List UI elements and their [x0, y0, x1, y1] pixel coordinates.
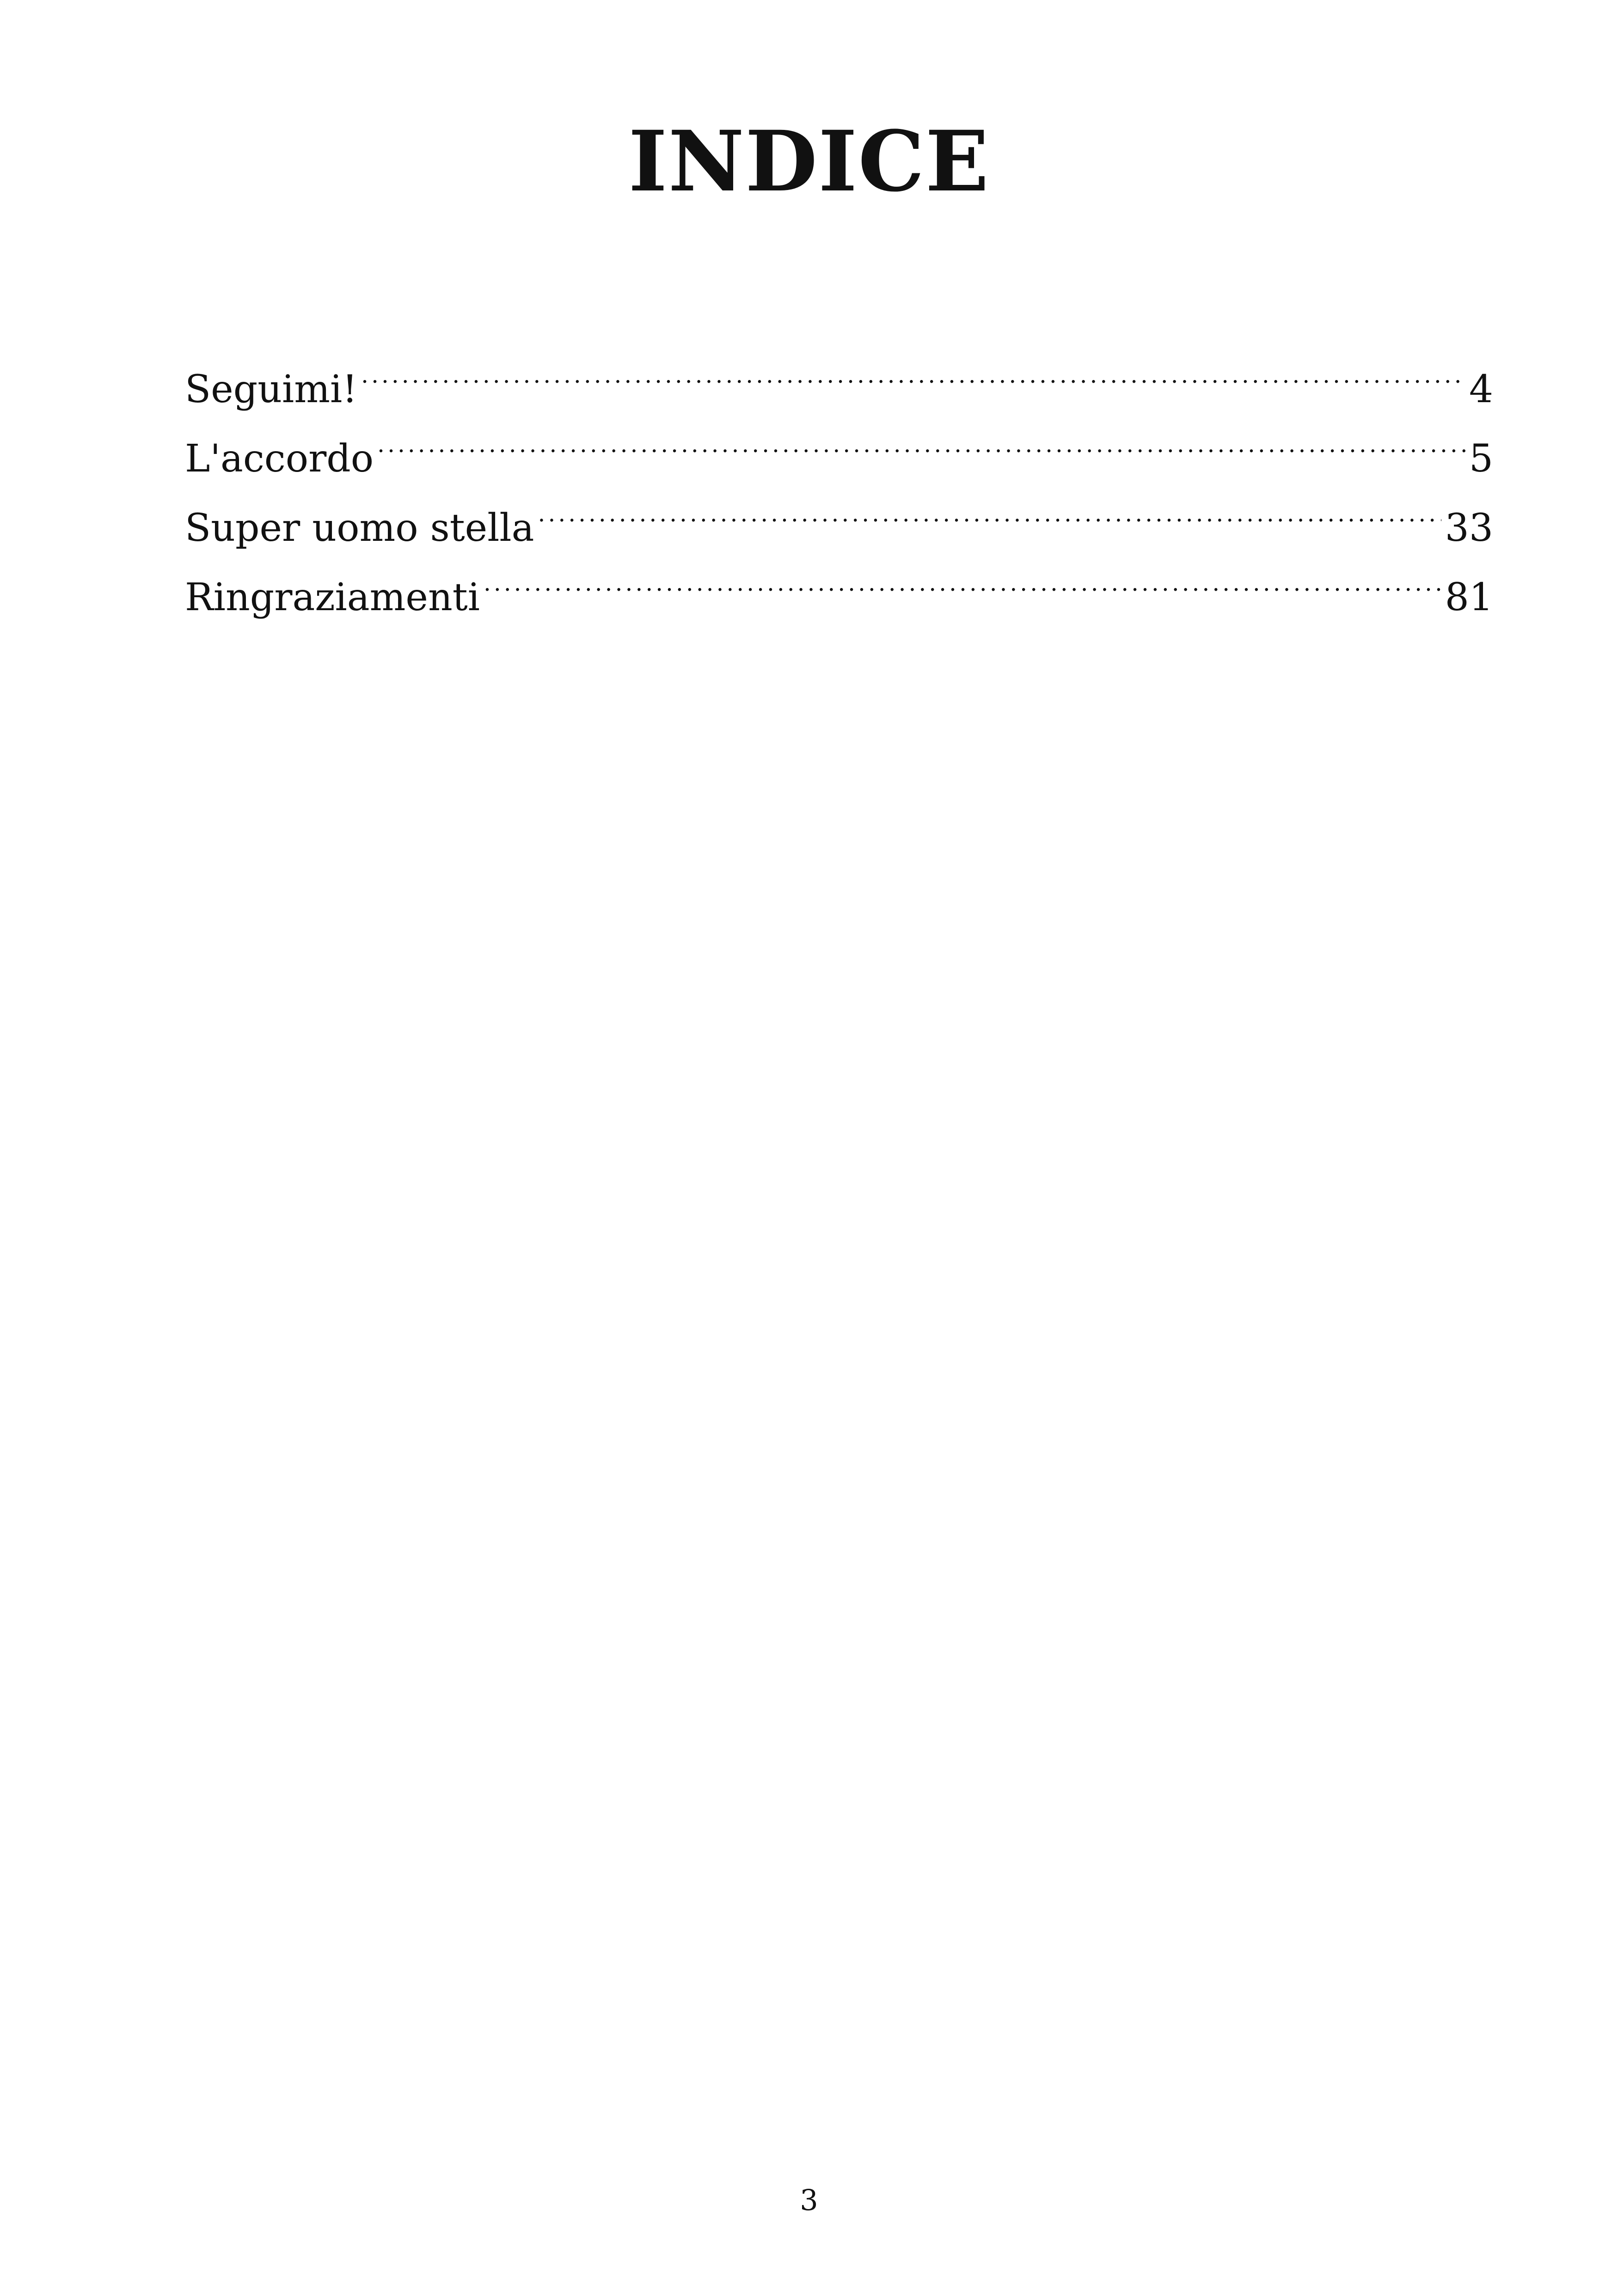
dot-leader	[484, 541, 1441, 610]
dot-leader	[538, 471, 1441, 541]
toc-entry	[185, 333, 1493, 411]
toc-entry-label: Ringraziamenti	[185, 576, 480, 619]
toc-entry-label: Seguimi!	[185, 367, 358, 411]
toc-entry	[185, 402, 1493, 481]
toc-entry-page: 5	[1469, 437, 1493, 481]
toc-entry-page: 4	[1469, 367, 1493, 411]
page-title: INDICE	[628, 113, 990, 210]
toc-entry-label: Super uomo stella	[185, 506, 534, 550]
page-number: 3	[800, 2183, 818, 2217]
toc-entry	[185, 471, 1493, 550]
toc-entry-label: L'accordo	[185, 437, 374, 481]
dot-leader	[377, 402, 1465, 471]
dot-leader	[361, 333, 1465, 402]
table-of-contents	[185, 333, 1493, 619]
toc-entry-page: 33	[1445, 506, 1493, 550]
toc-entry-page: 81	[1445, 576, 1493, 619]
